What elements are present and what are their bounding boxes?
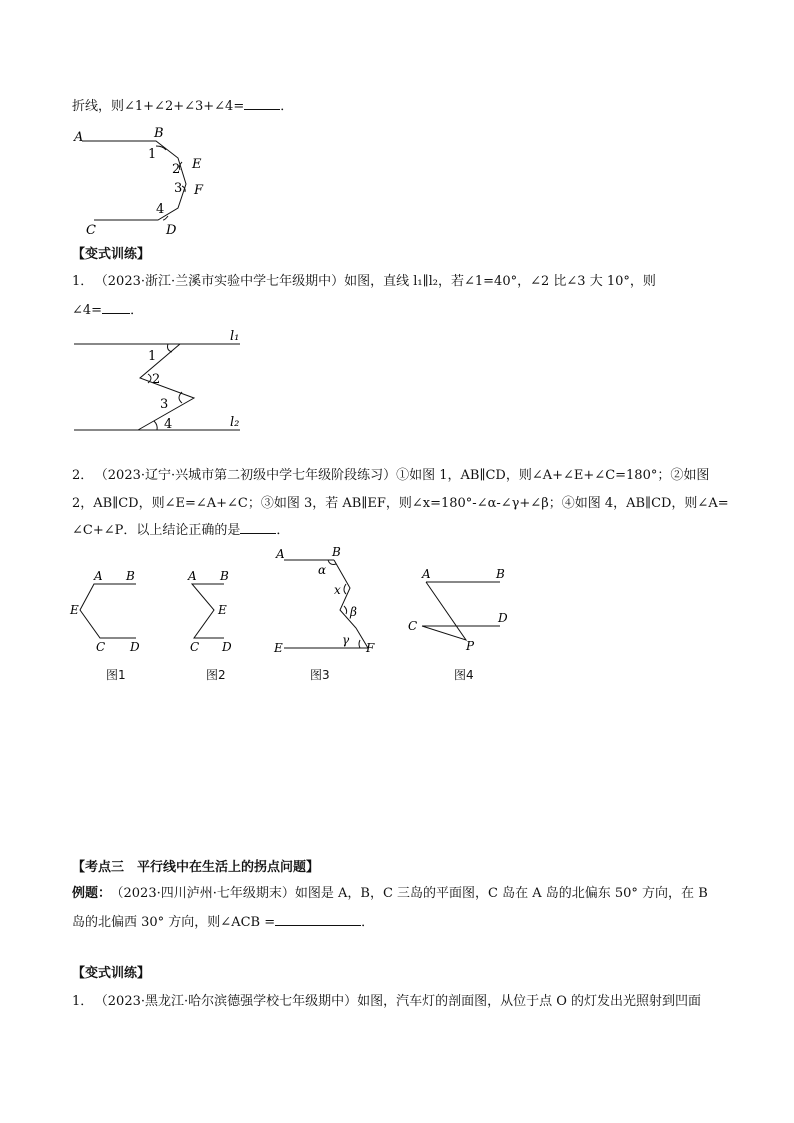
label-A: A [276,547,285,561]
section-variant-title: 【变式训练】 [72,247,151,262]
angle-2: 2 [152,372,161,387]
question-1-line2: ∠4= ． [72,300,143,321]
label-gamma: γ [342,633,350,647]
label-E: E [192,157,202,172]
question-2-line1: 2． （2023·辽宁·兴城市第二初级中学七年级阶段练习）①如图 1，AB∥CD，则∠A+∠E+∠C=180°；②如图 [72,468,710,483]
question-2-line2: 2，AB∥CD，则∠E=∠A+∠C；③如图 3，若 AB∥EF，则∠x=180°-∠α-∠γ+∠β；④如图 4，AB∥CD，则∠A= [72,496,729,511]
caption-fig4: 图4 [454,668,474,682]
figure-3 [270,544,382,658]
label-D: D [130,640,140,654]
example-line1: 例题： （2023·四川泸州·七年级期末）如图是 A，B，C 三岛的平面图，C 岛在 A 岛的北偏东 50° 方向，在 B [72,886,708,901]
label-l2: l₂ [230,415,240,430]
label-D: D [498,611,508,625]
answer-blank [102,300,130,314]
angle-1: 1 [148,147,157,162]
figure-4 [404,564,520,656]
example-line2: 岛的北偏西 30° 方向，则∠ACB = ． [72,912,374,933]
answer-blank [244,96,280,110]
angle-4: 4 [164,417,173,432]
label-B: B [496,567,505,581]
label-P: P [466,639,475,653]
label-F: F [194,183,204,198]
label-B: B [220,569,229,583]
label-D: D [222,640,232,654]
label-E: E [274,641,283,655]
question-2-line3: ∠C+∠P．以上结论正确的是 ． [72,520,289,541]
section-variant-title-2: 【变式训练】 [72,966,151,981]
section-keypoint-3-title: 【考点三 平行线中在生活上的拐点问题】 [72,860,320,875]
question-1-line1: 1． （2023·浙江·兰溪市实验中学七年级期中）如图，直线 l₁∥l₂，若∠1=40°，∠2 比∠3 大 10°，则 [72,274,656,289]
label-A: A [422,567,431,581]
caption-fig1: 图1 [106,668,126,682]
label-D: D [166,223,177,236]
angle-2: 2 [172,162,181,177]
label-A: A [188,569,197,583]
label-beta: β [350,605,357,619]
label-C: C [96,640,106,654]
label-A: A [94,569,103,583]
label-E: E [70,603,79,617]
question-3-line1: 1． （2023·黑龙江·哈尔滨德强学校七年级期中）如图，汽车灯的剖面图，从位于点 O 的灯发出光照射到凹面 [72,994,702,1009]
label-B: B [154,126,164,141]
label-x: x [334,583,341,597]
answer-blank [240,520,276,534]
figure-1 [66,566,152,654]
label-F: F [366,641,375,655]
figure-parallel-zigzag [68,322,258,440]
label-B: B [332,545,341,559]
angle-3: 3 [160,397,169,412]
figure-2 [180,566,250,654]
answer-blank [275,912,361,926]
question-top-line: 折线，则∠1+∠2+∠3+∠4= ． [72,96,293,117]
label-alpha: α [318,563,327,577]
angle-4: 4 [156,202,165,217]
figure-polyline [68,124,218,236]
label-C: C [408,619,418,633]
caption-fig2: 图2 [206,668,226,682]
angle-3: 3 [174,181,183,196]
label-l1: l₁ [230,329,240,344]
label-B: B [126,569,135,583]
label-A: A [74,130,84,145]
caption-fig3: 图3 [310,668,330,682]
label-E: E [218,603,227,617]
label-C: C [190,640,200,654]
angle-1: 1 [148,349,157,364]
label-C: C [86,223,96,236]
